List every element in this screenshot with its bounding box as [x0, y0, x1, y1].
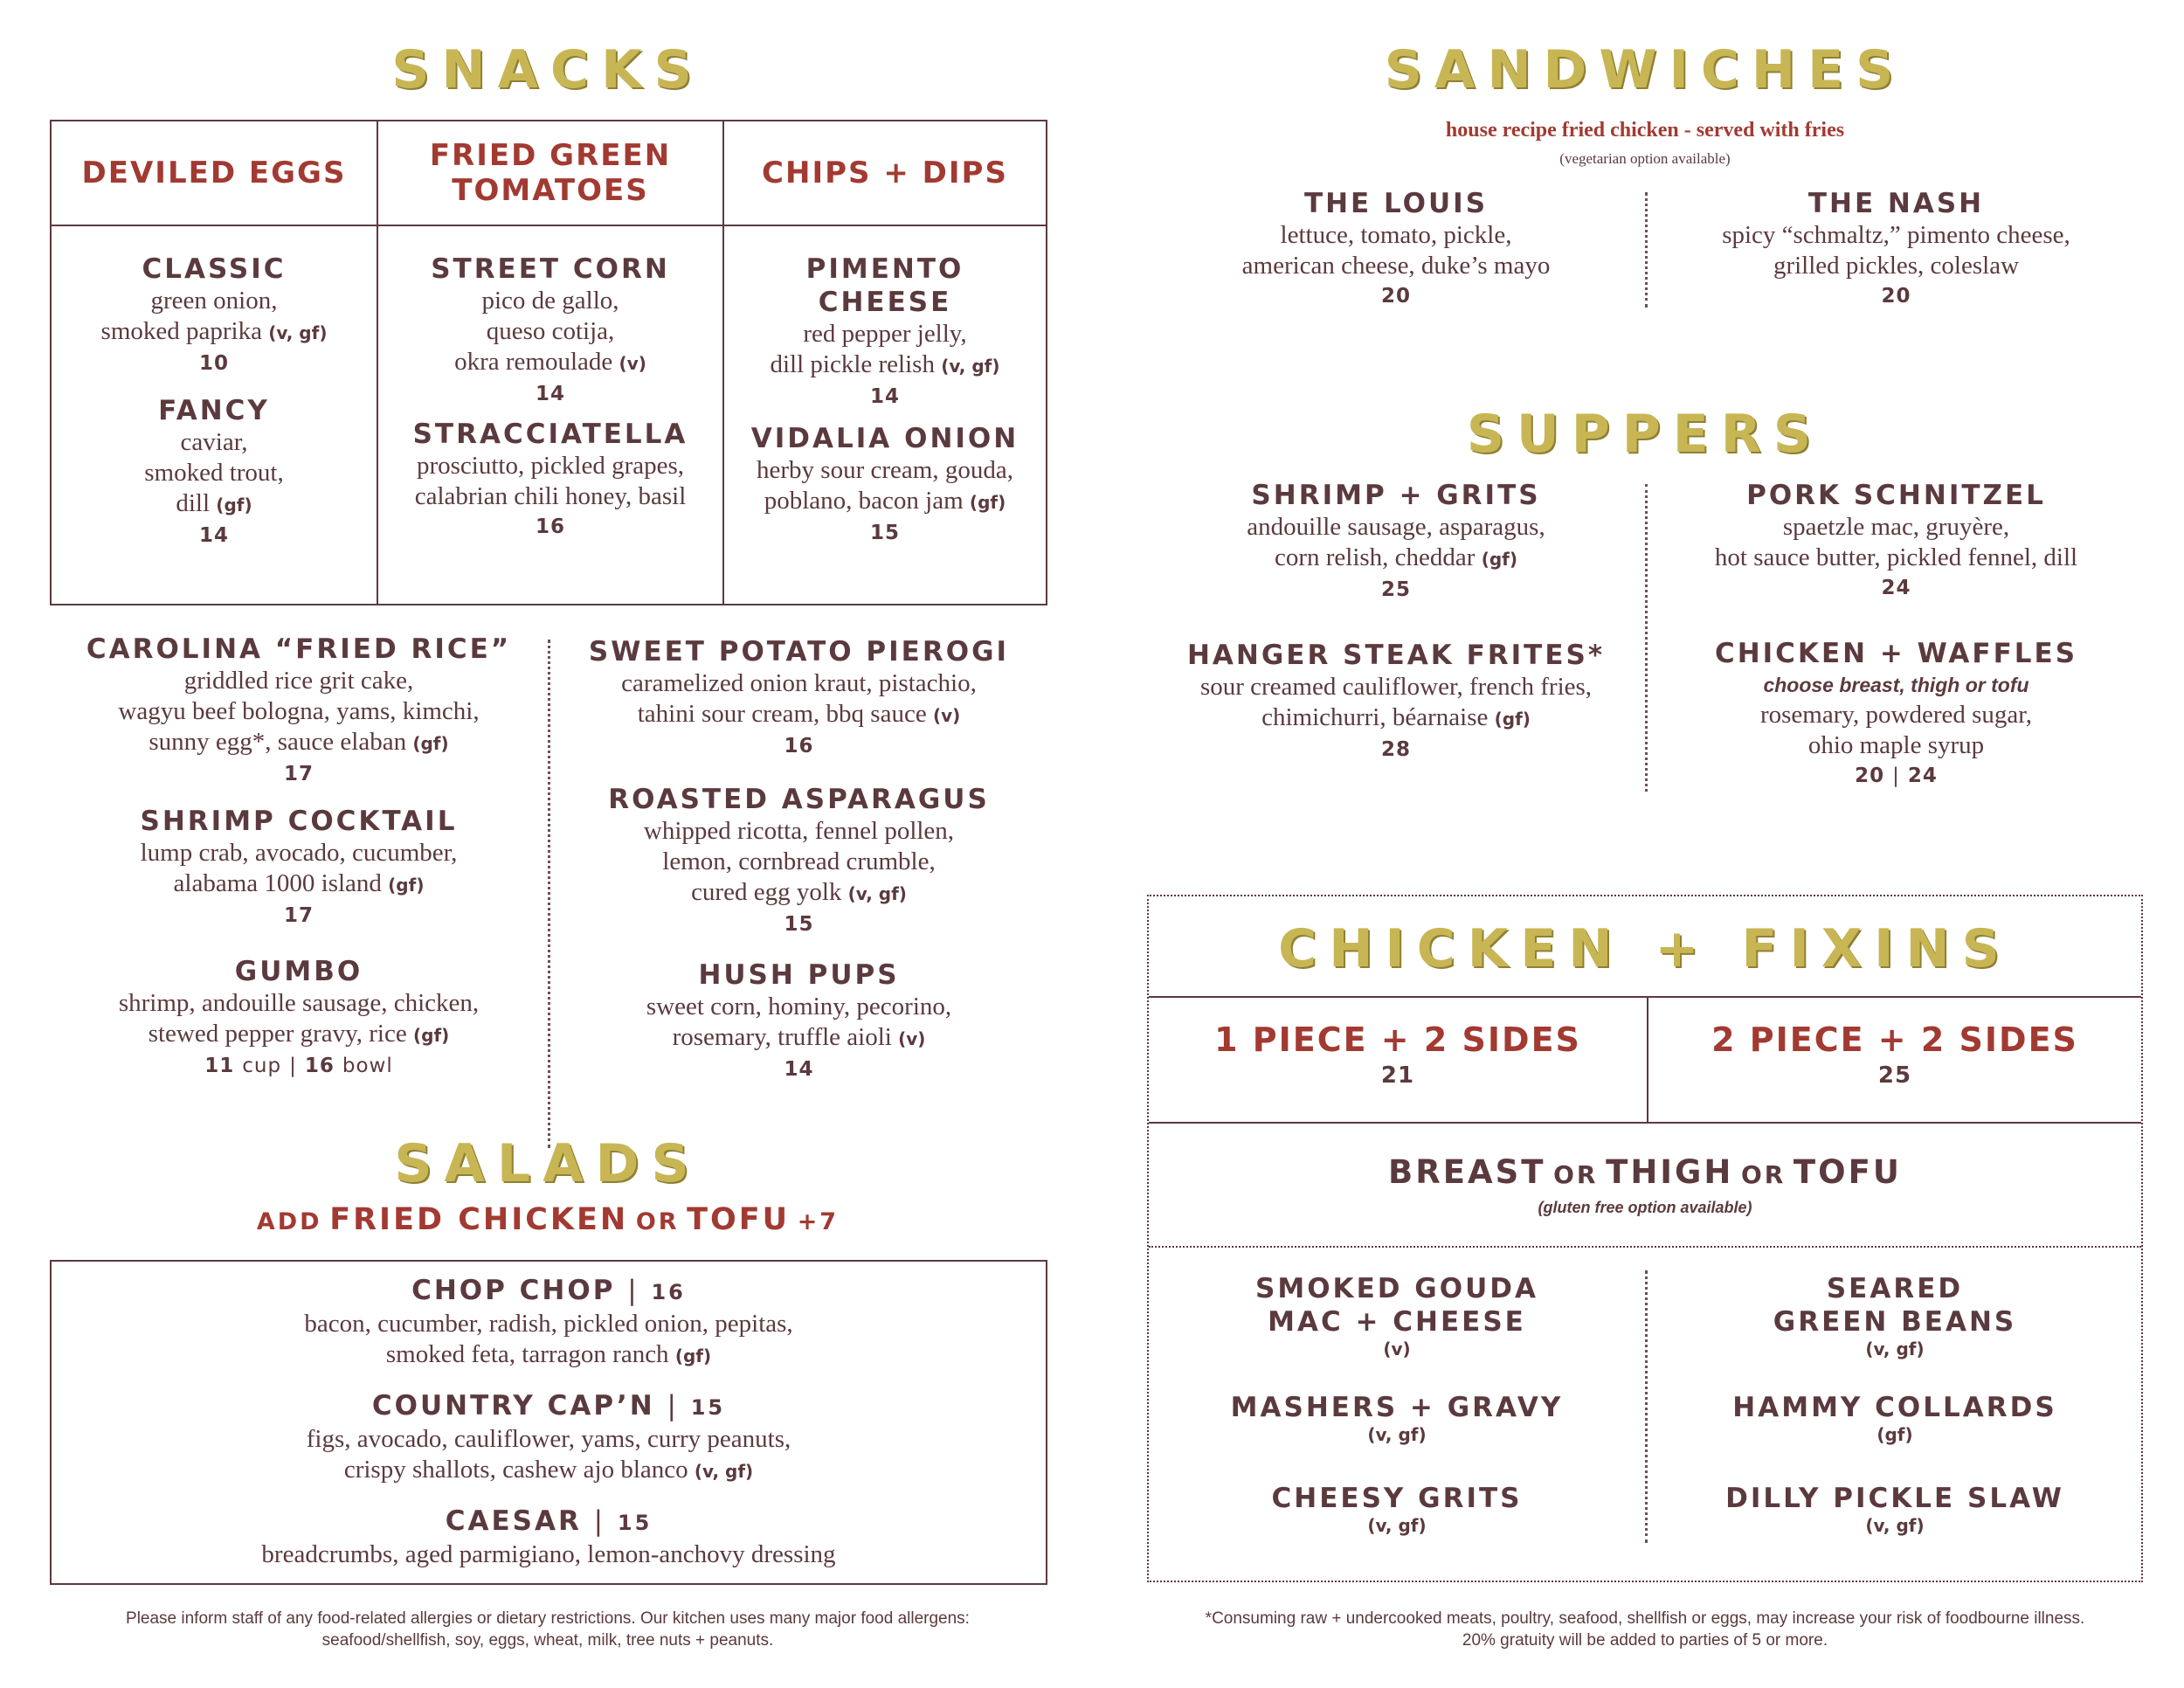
item-desc-text: dill [176, 489, 211, 517]
side-name: SEARED [1826, 1273, 1964, 1304]
salad-item [52, 1505, 1046, 1570]
item-desc: sour creamed cauliflower, french fries, [1199, 673, 1593, 701]
item-desc: american cheese, duke’s mayo [1241, 252, 1551, 280]
item-price [1649, 761, 2143, 791]
item-name: CHICKEN + WAFFLES [1714, 638, 2078, 669]
diet-tag: (gf) [1481, 549, 1518, 570]
item-desc: lettuce, tomato, pickle, [1280, 221, 1512, 249]
item-name: STREET CORN [431, 253, 670, 285]
side-name: MAC + CHEESE [1268, 1306, 1526, 1338]
item-desc: figs, avocado, cauliflower, yams, curry peanuts, [306, 1425, 791, 1453]
diet-tag: (v, gf) [694, 1461, 754, 1482]
item-desc [1147, 543, 1645, 575]
dotted-divider [548, 640, 550, 1148]
divider [1149, 1122, 2141, 1124]
choice-or: OR [1740, 1160, 1787, 1189]
snacks-box [50, 120, 1047, 605]
side-item [1149, 1391, 1645, 1445]
allergy-line: Please inform staff of any food-related allergies or dietary restrictions. Our kitchen uses many major food allergens: [126, 1609, 970, 1628]
option-price: 21 [1380, 1062, 1415, 1089]
choice-tofu: TOFU [1793, 1153, 1902, 1191]
item-desc [52, 1455, 1046, 1487]
item-desc: lump crab, avocado, cucumber, [140, 839, 458, 867]
addon-price: +7 [797, 1208, 840, 1235]
item-name: PORK SCHNITZEL [1746, 480, 2046, 511]
item-price: 16 [784, 735, 814, 758]
menu-item [1147, 639, 1645, 764]
price-option: 20 [1855, 764, 1885, 787]
item-desc: grilled pickles, coleslaw [1773, 252, 2020, 280]
choice-thigh: THIGH [1606, 1153, 1734, 1191]
item-desc: spicy “schmaltz,” pimento cheese, [1722, 221, 2070, 249]
item-price: 15 [690, 1395, 726, 1420]
item-desc: herby sour cream, gouda, [757, 456, 1013, 484]
item-name: HANGER STEAK FRITES* [1186, 640, 1606, 671]
option-label: 1 PIECE + 2 SIDES [1214, 1020, 1581, 1059]
item-note: choose breast, thigh or tofu [1763, 674, 2029, 696]
item-name: CHOP CHOP [411, 1275, 616, 1306]
item-desc [552, 1022, 1046, 1055]
diet-tag: (gf) [674, 1346, 712, 1366]
dotted-divider [1645, 192, 1648, 308]
menu-item [1649, 187, 2143, 311]
item-desc: shrimp, andouille sausage, chicken, [118, 989, 480, 1017]
item-price: 20 [1380, 285, 1411, 308]
snacks-left-list [50, 633, 548, 1081]
menu-item [378, 418, 722, 542]
diet-tag: (v, gf) [1367, 1424, 1427, 1445]
menu-item [724, 253, 1046, 412]
side-name: SMOKED GOUDA [1255, 1273, 1538, 1304]
header-chips-dips: CHIPS + DIPS [762, 156, 1008, 190]
diet-tag: (v, gf) [847, 883, 907, 904]
item-price [50, 1051, 548, 1081]
option-1-piece [1149, 1020, 1647, 1090]
item-name: ROASTED ASPARAGUS [608, 784, 990, 815]
consumer-advisory [1147, 1608, 2143, 1651]
item-name: THE NASH [1807, 188, 1985, 219]
item-desc [50, 868, 548, 901]
sandwiches-title: SANDWICHES [1384, 39, 1906, 100]
side-name: HAMMY COLLARDS [1732, 1392, 2057, 1423]
dotted-divider [1645, 484, 1648, 792]
dotted-divider [1645, 1270, 1648, 1543]
diet-tag: (v, gf) [1367, 1515, 1427, 1536]
item-desc-text: corn relish, cheddar [1274, 543, 1476, 571]
header-fried-green-tomatoes: FRIED GREEN TOMATOES [429, 138, 672, 208]
option-label: 2 PIECE + 2 SIDES [1711, 1020, 2078, 1059]
item-price: 14 [784, 1058, 814, 1081]
item-desc-text: dill pickle relish [770, 350, 935, 378]
diet-tag: (v) [619, 353, 646, 374]
item-name-row [52, 1389, 1046, 1424]
suppers-left [1147, 479, 1645, 764]
fixins-box [1147, 895, 2143, 1582]
diet-tag: (v, gf) [1865, 1339, 1925, 1359]
item-desc [52, 488, 377, 521]
sides-right [1648, 1272, 2141, 1536]
item-name: THE LOUIS [1303, 188, 1489, 219]
item-desc-text: smoked feta, tarragon ranch [385, 1340, 669, 1368]
menu-item [552, 958, 1046, 1084]
side-item [1648, 1482, 2141, 1536]
unit-bowl: bowl [342, 1055, 393, 1077]
item-desc [50, 1019, 548, 1051]
item-desc: griddled rice grit cake, [183, 667, 414, 695]
menu-item [50, 955, 548, 1081]
item-price: 16 [535, 515, 565, 538]
menu-item [724, 422, 1046, 548]
item-desc [724, 486, 1046, 518]
separator: | [667, 1390, 679, 1422]
menu-item [52, 394, 377, 550]
salad-item [52, 1274, 1046, 1372]
advisory-line: 20% gratuity will be added to parties of 5 or more. [1462, 1631, 1828, 1650]
fixins-title: CHICKEN + FIXINS [1278, 918, 2012, 979]
item-name: SWEET POTATO PIEROGI [588, 636, 1010, 668]
item-desc: caramelized onion kraut, pistachio, [621, 669, 977, 697]
item-price: 10 [198, 352, 229, 375]
side-item [1648, 1391, 2141, 1445]
protein-choice [1149, 1153, 2141, 1191]
item-desc [552, 877, 1046, 910]
item-desc-text: stewed pepper gravy, rice [148, 1020, 407, 1048]
addon-prefix: ADD [256, 1208, 322, 1235]
gluten-free-note: (gluten free option available) [1538, 1199, 1752, 1216]
item-desc-text: crispy shallots, cashew ajo blanco [343, 1456, 688, 1484]
sandwiches-subtitle: house recipe fried chicken - served with fries [1445, 119, 1845, 142]
chips-dips-column [724, 253, 1046, 548]
menu-item [378, 253, 722, 409]
item-name: SHRIMP COCKTAIL [140, 806, 458, 837]
item-desc-text: sunny egg*, sauce elaban [149, 728, 407, 756]
salad-item [52, 1389, 1046, 1487]
item-name-row [52, 1505, 1046, 1539]
unit-cup: cup [242, 1055, 282, 1077]
diet-tag: (v) [932, 705, 961, 726]
diet-tag: (gf) [969, 492, 1006, 513]
addon-fried-chicken: FRIED CHICKEN [329, 1202, 629, 1237]
item-desc [52, 1339, 1046, 1372]
sandwiches-note: (vegetarian option available) [1559, 150, 1731, 167]
side-name: GREEN BEANS [1773, 1306, 2017, 1338]
separator: | [289, 1055, 297, 1077]
item-desc-text: okra remoulade [454, 348, 613, 376]
menu-item [1649, 479, 2143, 603]
divider [1149, 1246, 2141, 1248]
choice-breast: BREAST [1388, 1153, 1546, 1191]
allergy-note [50, 1608, 1046, 1651]
addon-or: OR [635, 1208, 680, 1235]
item-desc-text: alabama 1000 island [173, 869, 382, 897]
divider [1149, 996, 2141, 998]
item-price: 17 [283, 763, 314, 785]
item-price: 25 [1380, 578, 1411, 601]
item-name: CAESAR [445, 1505, 582, 1537]
item-desc: wagyu beef bologna, yams, kimchi, [118, 697, 480, 725]
item-desc [552, 699, 1046, 731]
menu-item [50, 633, 548, 789]
item-desc: lemon, cornbread crumble, [662, 847, 936, 875]
item-desc: sweet corn, hominy, pecorino, [646, 993, 952, 1020]
advisory-line: *Consuming raw + undercooked meats, poultry, seafood, shellfish or eggs, may increase your risk of foodbourne illness. [1205, 1609, 2085, 1628]
item-price: 14 [198, 524, 229, 547]
item-desc: red pepper jelly, [803, 320, 967, 348]
item-desc-text: cured egg yolk [691, 878, 842, 906]
item-desc: caviar, [180, 428, 248, 456]
snacks-right-list [552, 635, 1046, 1084]
item-desc-text: chimichurri, béarnaise [1261, 703, 1489, 731]
item-desc [1147, 702, 1645, 735]
menu-item [1147, 187, 1645, 311]
item-desc-text: poblano, bacon jam [764, 487, 964, 515]
item-desc: bacon, cucumber, radish, pickled onion, pepitas, [304, 1310, 793, 1338]
sides-left [1149, 1272, 1645, 1536]
side-item [1149, 1272, 1645, 1359]
item-price: 14 [535, 383, 565, 405]
choice-or: OR [1553, 1160, 1599, 1189]
item-desc-text: smoked paprika [100, 317, 262, 345]
diet-tag: (gf) [412, 1025, 450, 1046]
menu-item [1649, 637, 2143, 791]
item-price: 15 [617, 1511, 653, 1535]
item-desc: breadcrumbs, aged parmigiano, lemon-anchovy dressing [261, 1540, 836, 1568]
option-price: 25 [1877, 1062, 1912, 1089]
item-name: SHRIMP + GRITS [1251, 480, 1541, 511]
item-desc: prosciutto, pickled grapes, [416, 452, 685, 480]
item-price: 15 [784, 913, 814, 936]
option-2-piece [1648, 1020, 2141, 1090]
item-name: PIMENTO [805, 253, 964, 285]
diet-tag: (v, gf) [941, 356, 1000, 377]
item-price: 20 [1881, 285, 1911, 308]
item-name: VIDALIA ONION [750, 423, 1019, 454]
allergy-line: seafood/shellfish, soy, eggs, wheat, milk, tree nuts + peanuts. [321, 1631, 774, 1650]
item-name: HUSH PUPS [698, 959, 900, 991]
item-name: STRACCIATELLA [412, 419, 688, 450]
salads-addon [50, 1202, 1046, 1237]
diet-tag: (gf) [388, 875, 425, 896]
price-option: 24 [1907, 764, 1938, 787]
item-desc [378, 347, 722, 379]
diet-tag: (v) [898, 1028, 926, 1049]
menu-item [50, 805, 548, 930]
item-name: CAROLINA “FRIED RICE” [86, 633, 512, 665]
separator: | [593, 1505, 606, 1537]
fried-green-column [378, 253, 722, 542]
salads-box [50, 1260, 1047, 1585]
diet-tag: (gf) [1494, 709, 1531, 730]
item-name-row [52, 1274, 1046, 1309]
side-name: DILLY PICKLE SLAW [1725, 1483, 2064, 1514]
menu-item [552, 783, 1046, 939]
item-desc: smoked trout, [144, 459, 284, 487]
addon-tofu: TOFU [687, 1202, 791, 1237]
item-price: 14 [869, 385, 900, 408]
item-desc: hot sauce butter, pickled fennel, dill [1714, 543, 2078, 571]
item-name: COUNTRY CAP’N [371, 1390, 655, 1422]
diet-tag: (gf) [1876, 1424, 1913, 1445]
menu-item [552, 635, 1046, 761]
item-price: 17 [283, 904, 314, 927]
diet-tag: (v) [1383, 1339, 1411, 1359]
item-price: 24 [1881, 577, 1911, 599]
item-desc: ohio maple syrup [1807, 731, 1985, 759]
item-price: 16 [651, 1280, 686, 1304]
diet-tag: (v, gf) [268, 322, 328, 343]
diet-tag: (gf) [216, 495, 252, 515]
item-price: 15 [869, 522, 900, 544]
deviled-eggs-column [52, 253, 377, 550]
item-desc: andouille sausage, asparagus, [1247, 513, 1545, 541]
side-name: CHEESY GRITS [1271, 1483, 1523, 1514]
item-desc [50, 727, 548, 759]
item-desc: rosemary, powdered sugar, [1759, 701, 2032, 729]
item-desc: queso cotija, [486, 317, 615, 345]
diet-tag: (gf) [412, 733, 449, 754]
item-desc-text: rosemary, truffle aioli [672, 1023, 892, 1051]
menu-item [1147, 479, 1645, 605]
side-item [1648, 1272, 2141, 1359]
item-desc: spaetzle mac, gruyère, [1782, 513, 2010, 541]
item-name: FANCY [158, 395, 270, 426]
item-desc: green onion, [150, 287, 278, 315]
item-price: 28 [1380, 738, 1411, 761]
item-desc-text: tahini sour cream, bbq sauce [637, 700, 927, 728]
salads-title: SALADS [394, 1133, 702, 1194]
side-name: MASHERS + GRAVY [1230, 1392, 1564, 1423]
price-bowl: 16 [304, 1055, 335, 1077]
price-cup: 11 [204, 1055, 235, 1077]
separator: | [627, 1275, 639, 1306]
header-deviled-eggs: DEVILED EGGS [81, 156, 347, 190]
snacks-title: SNACKS [391, 39, 704, 100]
suppers-right [1649, 479, 2143, 791]
item-name: CHEESE [818, 287, 952, 318]
item-desc: calabrian chili honey, basil [414, 482, 687, 510]
suppers-title: SUPPERS [1466, 404, 1824, 465]
item-desc: pico de gallo, [481, 287, 619, 315]
item-name: CLASSIC [142, 253, 287, 285]
separator: | [1892, 764, 1900, 787]
item-desc: whipped ricotta, fennel pollen, [643, 817, 955, 845]
item-desc [52, 316, 377, 349]
diet-tag: (v, gf) [1865, 1515, 1925, 1536]
menu-item [52, 253, 377, 378]
item-desc [724, 349, 1046, 382]
side-item [1149, 1482, 1645, 1536]
item-name: GUMBO [234, 956, 363, 987]
